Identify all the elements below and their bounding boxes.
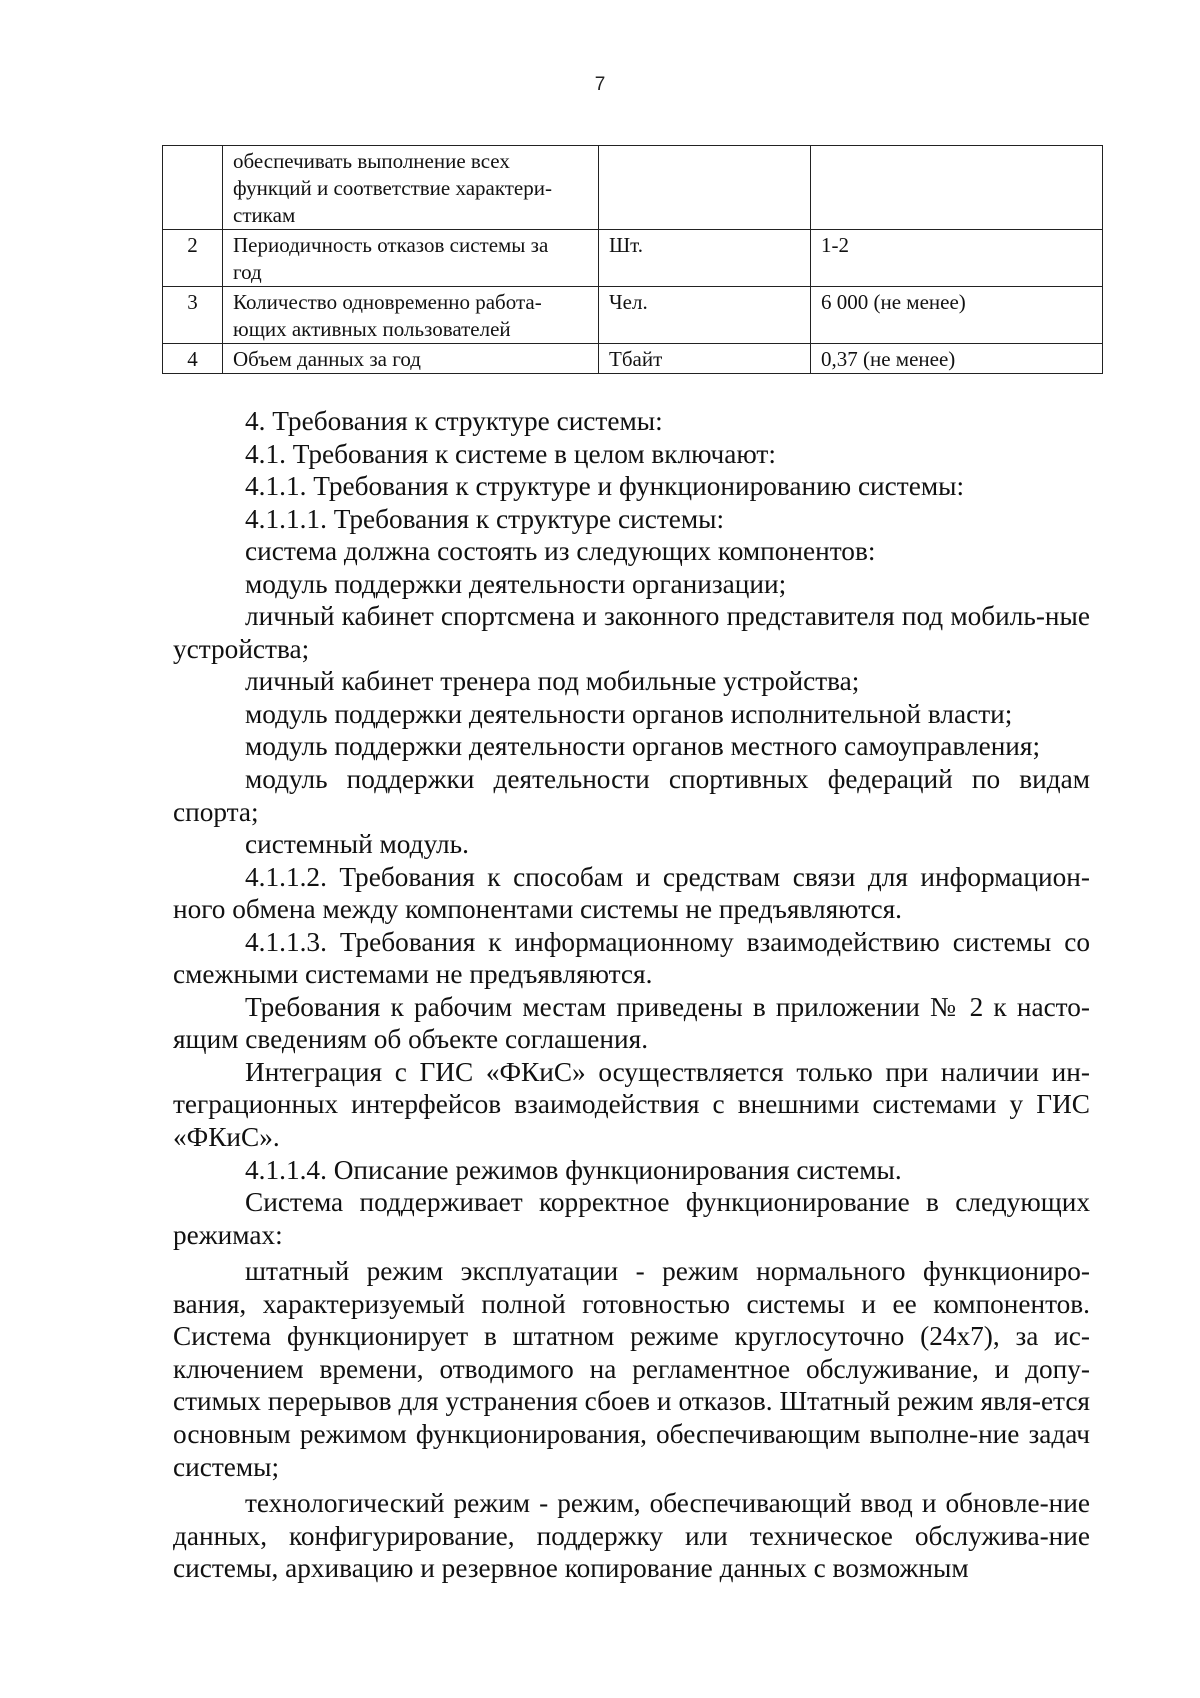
row-value: 0,37 (не менее) (811, 344, 1103, 374)
row-number: 4 (163, 344, 223, 374)
page-number: 7 (594, 74, 606, 95)
row-number: 2 (163, 230, 223, 287)
parameter-line: ющих активных пользователей (233, 317, 511, 341)
parameter-line: функций и соответствие характери- (233, 176, 552, 200)
row-unit: Чел. (599, 287, 811, 344)
section-heading: 4.1.1. Требования к структуре и функционированию системы: (245, 471, 965, 502)
row-parameter (223, 287, 599, 344)
parameter-line: Количество одновременно работа- (233, 290, 542, 314)
parameter-line: год (233, 260, 262, 284)
list-item: модуль поддержки деятельности органов исполнительной власти; (245, 698, 1013, 729)
row-unit (599, 146, 811, 230)
parameter-line: стикам (233, 203, 296, 227)
row-number: 3 (163, 287, 223, 344)
requirements-table (162, 145, 1103, 374)
row-parameter (223, 146, 599, 230)
row-parameter (223, 344, 599, 374)
list-item: штатный режим эксплуатации - режим нормального функциониро-вания, характеризуемый полной готовностью системы и ее компонентов. Система функционирует в штатном режиме круглосуточно (24х7), за ис-ключением времени, отводимого на регламентное обслуживание, и допу-стимых перерывов для устранения сбоев и отказов. Штатный режим явля-ется основным режимом функционирования, обеспечивающим выполне-ние задач системы; (173, 1256, 1090, 1482)
paragraph: Система поддерживает корректное функционирование в следующих режимах: (173, 1187, 1090, 1250)
table-row (163, 146, 1103, 230)
list-item: системный модуль. (245, 829, 469, 860)
paragraph: 4.1.1.3. Требования к информационному взаимодействию системы со смежными системами не предъявляются. (173, 926, 1090, 990)
list-item: личный кабинет тренера под мобильные устройства; (245, 666, 860, 697)
list-item: модуль поддержки деятельности организации; (245, 568, 787, 599)
list-item: технологический режим - режим, обеспечивающий ввод и обновле-ние данных, конфигурирование, поддержку или техническое обслужива-ние системы, архивацию и резервное копирование данных с возможным (173, 1488, 1090, 1584)
row-value: 6 000 (не менее) (811, 287, 1103, 344)
list-item: модуль поддержки деятельности органов местного самоуправления; (245, 731, 1041, 762)
paragraph: 4.1.1.2. Требования к способам и средствам связи для информацион-ного обмена между компонентами системы не предъявляются. (173, 861, 1090, 925)
paragraph: система должна состоять из следующих компонентов: (245, 536, 876, 567)
list-item: личный кабинет спортсмена и законного представителя под мобиль-ные устройства; (173, 601, 1090, 664)
row-unit: Тбайт (599, 344, 811, 374)
paragraph: Интеграция с ГИС «ФКиС» осуществляется только при наличии ин-теграционных интерфейсов взаимодействия с внешними системами у ГИС «ФКиС». (173, 1056, 1090, 1153)
parameter-line: Периодичность отказов системы за (233, 233, 549, 257)
parameter-line: обеспечивать выполнение всех (233, 149, 510, 173)
row-parameter (223, 230, 599, 287)
section-heading: 4.1.1.4. Описание режимов функционирования системы. (245, 1154, 902, 1185)
table-row (163, 344, 1103, 374)
row-value (811, 146, 1103, 230)
row-unit: Шт. (599, 230, 811, 287)
section-heading: 4. Требования к структуре системы: (245, 406, 663, 436)
row-value: 1-2 (811, 230, 1103, 287)
parameter-line: Объем данных за год (233, 347, 421, 371)
table-row (163, 230, 1103, 287)
row-number (163, 146, 223, 230)
paragraph: Требования к рабочим местам приведены в приложении № 2 к насто-ящим сведениям об объекте соглашения. (173, 991, 1090, 1055)
table-row (163, 287, 1103, 344)
section-heading: 4.1. Требования к системе в целом включают: (245, 438, 776, 469)
section-heading: 4.1.1.1. Требования к структуре системы: (245, 503, 725, 534)
list-item: модуль поддержки деятельности спортивных федераций по видам спорта; (173, 764, 1090, 827)
body-text (173, 405, 1090, 1585)
